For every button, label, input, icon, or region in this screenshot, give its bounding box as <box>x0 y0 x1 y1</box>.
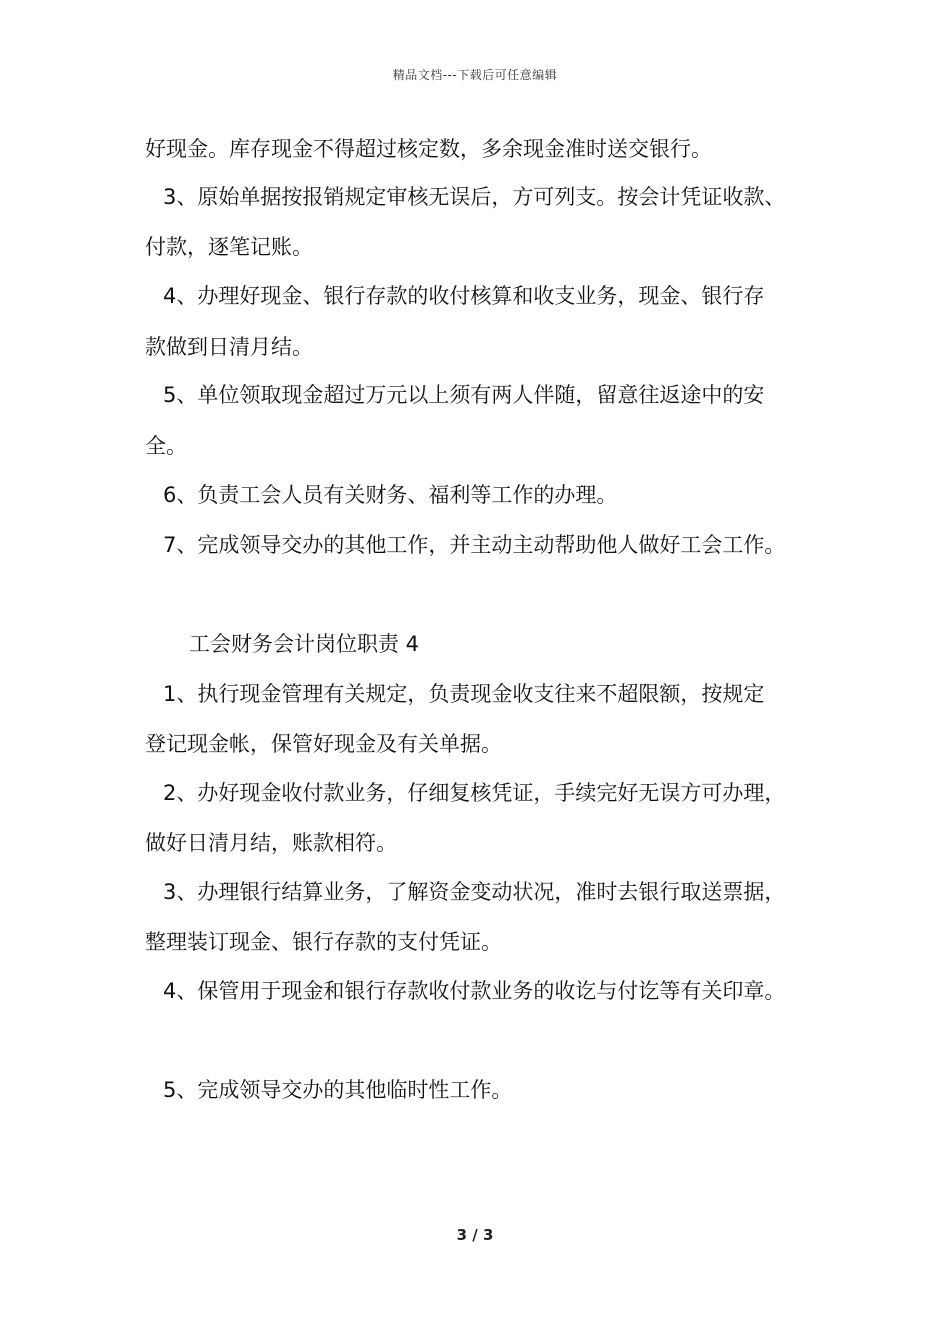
body-line: 好现金。库存现金不得超过核定数，多余现金准时送交银行。 <box>145 137 712 161</box>
body-line: 6、负责工会人员有关财务、福利等工作的办理。 <box>163 483 618 507</box>
body-line: 整理装订现金、银行存款的支付凭证。 <box>145 930 502 954</box>
body-line: 付款，逐笔记账。 <box>145 235 313 259</box>
body-line: 5、完成领导交办的其他临时性工作。 <box>163 1078 513 1102</box>
body-line: 4、保管用于现金和银行存款收付款业务的收讫与付讫等有关印章。 <box>163 979 786 1003</box>
body-line: 3、办理银行结算业务，了解资金变动状况，准时去银行取送票据， <box>163 880 786 904</box>
section-title: 工会财务会计岗位职责 4 <box>189 632 420 656</box>
body-line: 7、完成领导交办的其他工作，并主动主动帮助他人做好工会工作。 <box>163 533 786 557</box>
body-line: 款做到日清月结。 <box>145 335 313 359</box>
body-line: 做好日清月结，账款相符。 <box>145 831 397 855</box>
body-line: 3、原始单据按报销规定审核无误后，方可列支。按会计凭证收款、 <box>163 185 786 209</box>
body-line: 登记现金帐，保管好现金及有关单据。 <box>145 732 502 756</box>
page-indicator: 3 / 3 <box>456 1226 494 1244</box>
body-line: 2、办好现金收付款业务，仔细复核凭证，手续完好无误方可办理， <box>163 781 786 805</box>
body-line: 全。 <box>145 434 187 458</box>
body-line: 5、单位领取现金超过万元以上须有两人伴随，留意往返途中的安 <box>163 383 765 407</box>
body-line: 1、执行现金管理有关规定，负责现金收支往来不超限额，按规定 <box>163 682 765 706</box>
body-line: 4、办理好现金、银行存款的收付核算和收支业务，现金、银行存 <box>163 284 765 308</box>
page-header: 精品文档---下载后可任意编辑 <box>392 68 558 82</box>
